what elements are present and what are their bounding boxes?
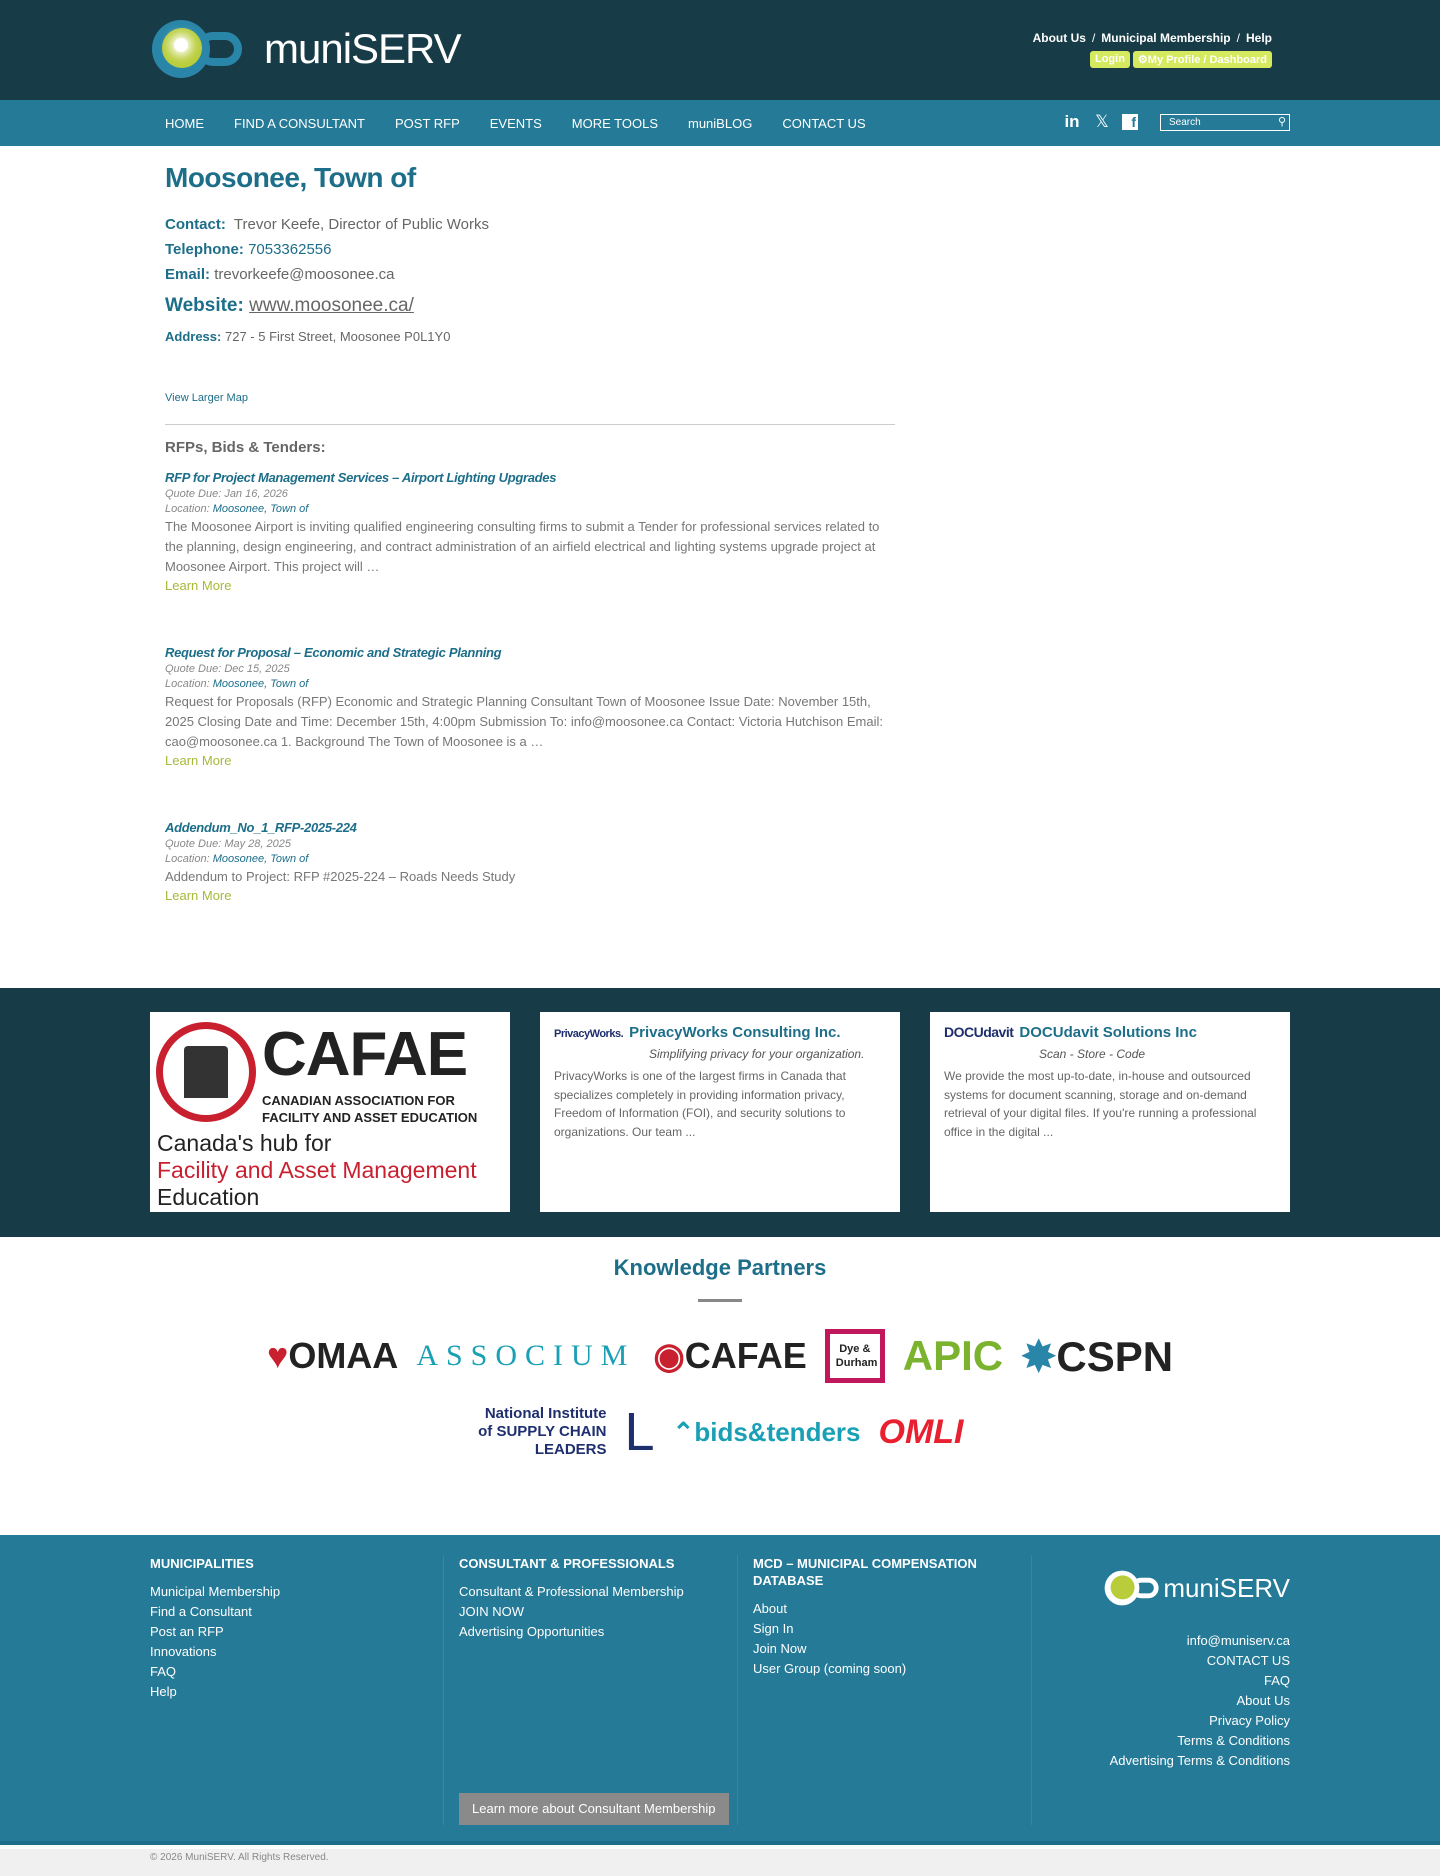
rfp-desc: Addendum to Project: RFP #2025-224 – Roads Needs Study — [165, 869, 516, 884]
partners-heading: Knowledge Partners — [613, 1255, 827, 1280]
sponsor-desc: We provide the most up-to-date, in-house and outsourced systems for document scanning, storage and on-demand retrieval of your digital files. If you're running a professional office in the digital ... — [944, 1069, 1257, 1139]
partner-logo-cafae[interactable]: CAFAE — [684, 1335, 807, 1376]
footer-link[interactable]: Privacy Policy — [1209, 1713, 1290, 1728]
main-nav — [0, 100, 1440, 146]
footer-link[interactable]: Consultant & Professional Membership — [459, 1584, 684, 1599]
email-row — [165, 266, 895, 283]
top-header — [0, 0, 1440, 100]
footer-link[interactable]: Municipal Membership — [150, 1584, 281, 1599]
search-placeholder: Search — [1169, 116, 1201, 128]
email-label: Email: — [165, 266, 211, 283]
address-row — [165, 329, 895, 344]
telephone-link[interactable]: 7053362556 — [248, 241, 332, 258]
footer-link[interactable]: Join Now — [753, 1641, 807, 1656]
footer-col-mcd — [738, 1555, 1032, 1825]
location-label: Location: — [165, 503, 210, 515]
cafae-logo-icon — [156, 1022, 256, 1122]
nav-find-consultant[interactable]: FIND A CONSULTANT — [234, 115, 365, 131]
address-value: 727 - 5 First Street, Moosonee P0L1Y0 — [224, 329, 451, 344]
footer-link[interactable]: Help — [150, 1684, 177, 1699]
profile-dashboard-button[interactable] — [1133, 51, 1272, 68]
linkedin-icon[interactable]: in — [1064, 112, 1080, 131]
footer-col-right — [1032, 1555, 1290, 1825]
cafae-sub2: FACILITY AND ASSET EDUCATION — [262, 1110, 478, 1125]
footer-link[interactable]: About Us — [1236, 1693, 1290, 1708]
search-input[interactable] — [1160, 114, 1290, 131]
docudavit-logo: DOCUdavit — [944, 1024, 1014, 1040]
sponsor-name[interactable]: DOCUdavit Solutions Inc — [1019, 1024, 1197, 1041]
sponsor-band — [0, 988, 1440, 1237]
footer-link[interactable]: Sign In — [753, 1621, 794, 1636]
top-links: About Us / Municipal Membership / Help Login ⚙My Profile / Dashboard — [1032, 31, 1272, 66]
nav-muniblog[interactable]: muniBLOG — [688, 115, 753, 131]
help-link[interactable]: Help — [1245, 31, 1272, 45]
partner-logo-apic[interactable]: APIC — [902, 1332, 1004, 1379]
contact-label: Contact: — [165, 216, 226, 233]
footer — [0, 1535, 1440, 1845]
rfp-desc: The Moosonee Airport is inviting qualified engineering consulting firms to submit a Tender for professional services related to the planning, design engineering, and contract administration of an airfield electrical and lighting systems upgrade project at Moosonee Airport. This project will … — [165, 519, 880, 574]
sponsor-card-privacyworks[interactable] — [540, 1012, 900, 1212]
rfp-location — [165, 678, 895, 690]
footer-link[interactable]: Post an RFP — [150, 1624, 224, 1639]
x-twitter-icon[interactable]: 𝕏 — [1095, 112, 1109, 131]
footer-link[interactable]: JOIN NOW — [459, 1604, 524, 1619]
footer-heading: CONSULTANT & PROFESSIONALS — [459, 1556, 675, 1571]
website-link[interactable]: www.moosonee.ca/ — [249, 295, 414, 316]
sponsor-tagline: Simplifying privacy for your organization. — [649, 1047, 865, 1061]
rfp-due: Quote Due: Jan 16, 2026 — [165, 488, 288, 500]
address-label: Address: — [165, 329, 222, 344]
cafae-hub2: Facility and Asset Management — [157, 1157, 477, 1183]
rfp-title-link[interactable]: RFP for Project Management Services – Airport Lighting Upgrades — [165, 470, 557, 485]
nav-events[interactable]: EVENTS — [489, 115, 542, 131]
rfp-location-link[interactable]: Moosonee, Town of — [212, 503, 309, 515]
rfp-location-link[interactable]: Moosonee, Town of — [212, 853, 309, 865]
rfp-desc: Request for Proposals (RFP) Economic and Strategic Planning Consultant Town of Moosonee Issue Date: November 15th, 2025 Closing Date and Time: December 15th, 4:00pm Submission To: info@moosonee.ca Contact: Victoria Hutchison Email: cao@moosonee.ca 1. Background The Town of Moosonee is a … — [165, 694, 883, 749]
nav-home[interactable]: HOME — [165, 115, 204, 131]
partner-logo-cspn[interactable]: CSPN — [1056, 1332, 1174, 1380]
footer-heading: MUNICIPALITIES — [150, 1556, 254, 1571]
profile-label: My Profile / Dashboard — [1147, 54, 1267, 66]
rfp-item — [165, 470, 895, 593]
footer-col-consultants — [444, 1555, 738, 1825]
muniserv-logo-icon — [1104, 1568, 1162, 1608]
website-label: Website: — [165, 295, 244, 316]
footer-link[interactable]: CONTACT US — [1206, 1653, 1290, 1668]
copyright-bar — [0, 1849, 1440, 1876]
view-larger-map-link[interactable]: View Larger Map — [165, 392, 248, 404]
partner-logo-nscl[interactable]: National Institute of SUPPLY CHAIN LEADERS — [478, 1405, 607, 1458]
partner-logo-dye-durham[interactable]: Dye & Durham — [825, 1329, 885, 1383]
learn-more-link[interactable]: Learn More — [165, 578, 232, 593]
footer-brand: muniSERV — [1163, 1572, 1290, 1603]
telephone-row — [165, 241, 895, 258]
rfp-location-link[interactable]: Moosonee, Town of — [212, 678, 309, 690]
email-value: trevorkeefe@moosonee.ca — [214, 266, 395, 283]
footer-link[interactable]: User Group (coming soon) — [753, 1661, 907, 1676]
cafae-hub1: Canada's hub for — [157, 1130, 332, 1156]
footer-link[interactable]: About — [753, 1601, 787, 1616]
location-label: Location: — [165, 678, 210, 690]
brand-name: muniSERV — [264, 25, 461, 72]
consultant-membership-button[interactable]: Learn more about Consultant Membership — [459, 1793, 729, 1825]
rfp-due: Quote Due: Dec 15, 2025 — [165, 663, 290, 675]
divider — [165, 424, 895, 425]
rfp-title-link[interactable]: Addendum_No_1_RFP-2025-224 — [165, 820, 357, 835]
sponsor-desc: PrivacyWorks is one of the largest firms in Canada that specializes completely in providing information privacy, Freedom of Information (FOI), and security solutions to organizations. Our team ... — [554, 1069, 846, 1139]
footer-link[interactable]: Advertising Opportunities — [459, 1624, 605, 1639]
rfp-item — [165, 645, 895, 768]
search-icon[interactable]: ⚲ — [1277, 115, 1286, 128]
cafae-hub3: Education — [157, 1184, 260, 1210]
site-logo[interactable] — [150, 16, 461, 82]
cafae-wordmark: CAFAE — [262, 1020, 468, 1089]
partner-logo-bids-tenders[interactable]: bids&tenders — [694, 1416, 861, 1447]
sponsor-tagline: Scan - Store - Code — [1039, 1047, 1146, 1061]
copyright-text: © 2026 MuniSERV. All Rights Reserved. — [150, 1852, 329, 1863]
facebook-icon[interactable]: f — [1122, 114, 1138, 130]
sponsor-name[interactable]: PrivacyWorks Consulting Inc. — [629, 1024, 841, 1041]
contact-value: Trevor Keefe, Director of Public Works — [233, 216, 489, 233]
telephone-label: Telephone: — [165, 241, 244, 258]
rfp-item — [165, 820, 895, 903]
learn-more-link[interactable]: Learn More — [165, 888, 232, 903]
login-button[interactable]: Login — [1090, 51, 1130, 68]
footer-link[interactable]: FAQ — [150, 1664, 177, 1679]
nav-post-rfp[interactable]: POST RFP — [394, 115, 460, 131]
location-label: Location: — [165, 853, 210, 865]
footer-link[interactable]: FAQ — [1263, 1673, 1290, 1688]
sponsor-card-docudavit[interactable] — [930, 1012, 1290, 1212]
about-us-link[interactable]: About Us — [1032, 31, 1086, 45]
cafae-sub1: CANADIAN ASSOCIATION FOR — [262, 1093, 455, 1108]
knowledge-partners: Knowledge Partners ♥OMAA ASSOCIUM ◉CAFAE Dye & Durham APIC ✸CSPN National Institute of SUPPLY CHAIN LEADERS L ⌃bids&tenders OMLI — [0, 1237, 1440, 1462]
nav-contact-us[interactable]: CONTACT US — [782, 115, 866, 131]
rfps-heading: RFPs, Bids & Tenders: — [165, 439, 326, 456]
nav-more-tools[interactable]: MORE TOOLS — [571, 115, 658, 131]
footer-link[interactable]: Advertising Terms & Conditions — [1109, 1753, 1290, 1768]
rfp-location — [165, 503, 895, 515]
partner-logo-l[interactable]: L — [624, 1402, 655, 1462]
rfp-title-link[interactable]: Request for Proposal – Economic and Strategic Planning — [165, 645, 502, 660]
footer-link[interactable]: Innovations — [150, 1644, 217, 1659]
privacyworks-logo: PrivacyWorks. — [554, 1028, 624, 1040]
cafae-ad[interactable] — [150, 1012, 510, 1212]
main-content — [150, 146, 895, 903]
partner-logo-associum[interactable]: ASSOCIUM — [416, 1339, 636, 1372]
footer-link[interactable]: info@muniserv.ca — [1186, 1633, 1290, 1648]
rfp-due: Quote Due: May 28, 2025 — [165, 838, 291, 850]
rfp-location — [165, 853, 895, 865]
page-title: Moosonee, Town of — [165, 162, 416, 193]
website-row — [165, 295, 895, 317]
footer-col-municipalities — [150, 1555, 444, 1825]
heading-divider — [698, 1299, 742, 1302]
muniserv-logo-icon — [150, 16, 246, 82]
footer-heading: MCD – MUNICIPAL COMPENSATION DATABASE — [753, 1556, 977, 1588]
partner-logo-omaa[interactable]: OMAA — [288, 1335, 399, 1376]
municipal-membership-link[interactable]: Municipal Membership — [1101, 31, 1231, 45]
partner-logo-omli[interactable]: OMLI — [878, 1412, 964, 1451]
learn-more-link[interactable]: Learn More — [165, 753, 232, 768]
contact-row — [165, 216, 895, 233]
gear-icon: ⚙ — [1137, 54, 1148, 66]
footer-link[interactable]: Find a Consultant — [150, 1604, 252, 1619]
footer-link[interactable]: Terms & Conditions — [1177, 1733, 1290, 1748]
